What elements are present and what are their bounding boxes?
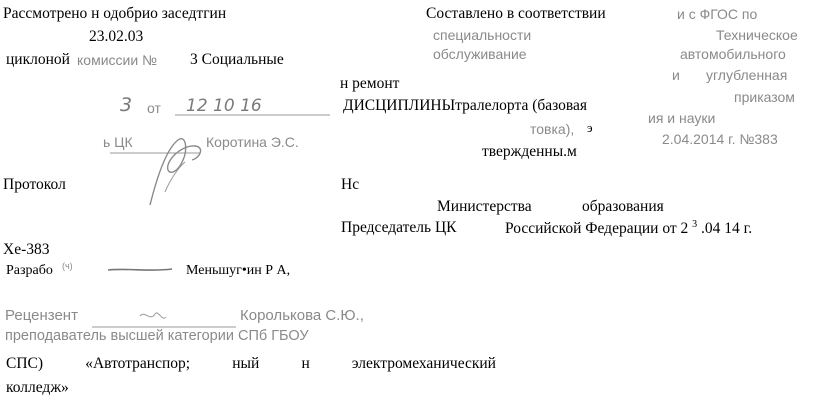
fgos-scan: и с ФГОС по — [677, 6, 758, 22]
developer-signature — [108, 269, 172, 270]
deep-scan: углубленная — [706, 67, 788, 83]
reviewer-signature — [140, 313, 166, 318]
commission-scan: комиссии № — [77, 52, 158, 68]
reviewer-label: Рецензент — [5, 307, 78, 324]
discipline-line: ДИСЦИПЛИНЫтралелорта (базовая — [343, 97, 588, 114]
repair-line: н ремонт — [340, 75, 400, 92]
commission-prefix: циклоной — [6, 51, 70, 68]
reviewer-name: Королькова С.Ю., — [240, 307, 364, 324]
college-word: н — [301, 355, 310, 372]
specialty-scan: специальности — [433, 27, 532, 43]
date-scan: 2.04.2014 г. №383 — [662, 131, 778, 147]
training-suffix: э — [587, 120, 593, 135]
signature-mark — [150, 139, 201, 205]
college-word: «Автотранспор; — [85, 355, 191, 372]
chair-name: Коротина Э.С. — [206, 134, 299, 150]
technical-scan: Техническое — [716, 27, 798, 43]
federation-sup: 3 — [692, 219, 698, 230]
service-scan: обслуживание — [433, 46, 527, 62]
protocol-label: Протокол — [3, 176, 66, 193]
order-scan: приказом — [734, 89, 795, 105]
approved-line: Рассмотрено н одобрио заседтгин — [3, 5, 227, 22]
protocol-from: от — [147, 100, 161, 116]
chair-scan: ь ЦК — [103, 134, 133, 150]
ministry-word: Министерства — [437, 198, 532, 215]
hc-mark: Нс — [341, 176, 360, 193]
automobile-scan: автомобильного — [680, 46, 786, 62]
developer-note: (ч) — [62, 261, 73, 271]
college-word: СПС) — [6, 355, 44, 372]
reviewer-position: преподаватель высшей категории СПб ГБОУ — [5, 328, 309, 344]
developer-label: Разрабо — [6, 263, 53, 278]
ministry-scan: ия и науки — [648, 110, 716, 126]
training-scan: товка), — [530, 121, 575, 137]
protocol-number: 3 — [120, 94, 133, 116]
education-word: образования — [582, 198, 664, 215]
commission-suffix: 3 Социальные — [190, 51, 284, 68]
federation-line — [505, 220, 752, 237]
college-end: колледж» — [6, 379, 69, 396]
protocol-date: 12 10 16 — [186, 96, 262, 116]
federation-end: .04 14 г. — [701, 220, 753, 238]
xe-number: Хе-383 — [3, 241, 50, 258]
federation-text: Российской Федерации от 2 — [505, 220, 689, 238]
college-line — [6, 356, 496, 372]
approved-by: твержденны.м — [482, 143, 577, 160]
compiled-line: Составлено в соответствии — [426, 5, 606, 22]
college-word: электромеханический — [351, 355, 496, 372]
and-scan: и — [672, 67, 680, 83]
date-code: 23.02.03 — [89, 28, 144, 45]
developer-name: Меньшуг•ин Р А, — [186, 263, 291, 278]
college-word: ный — [232, 355, 260, 372]
chairman-label: Председатель ЦК — [341, 219, 457, 236]
